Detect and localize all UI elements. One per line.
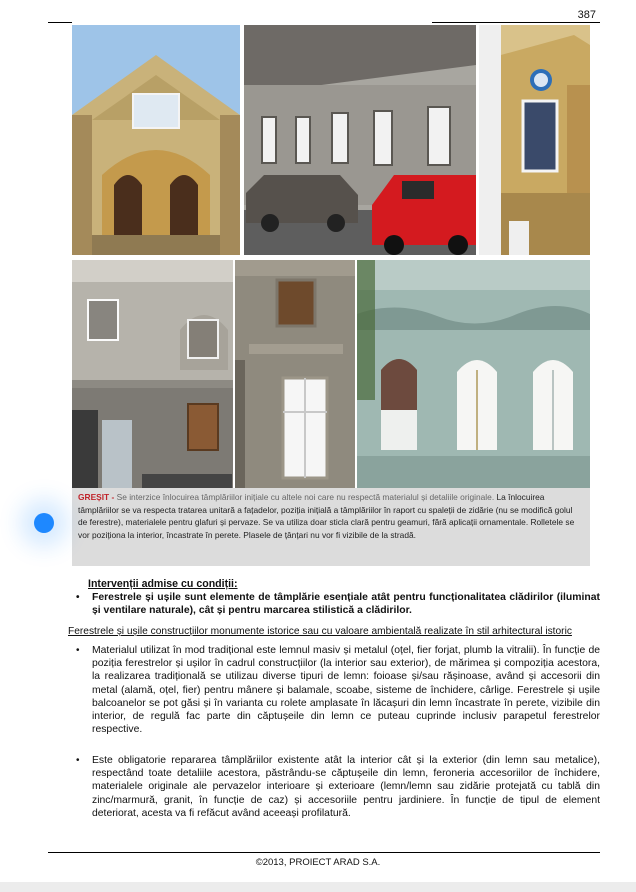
bullet-item: • Este obligatorie repararea tâmplăriilor existente atât la interior cât și la exterior (din lemn sau metalice), respectând toate detaliile acestora, păstrându-se căptușeile din lemn, feroneria accesoriilor de închidere, materialele originale ale pervazelor interioare și exterioare (lemn/lemn sau zidărie protejată cu tablă din zinc/marmură, granit, în funcție de caz) și accesoriile pentru jardiniere. În funcție de tipul de element deteriorat, acesta va fi refăcut având aceeași profilatură. xyxy=(92,754,600,820)
photo-baroque-facade xyxy=(72,25,240,255)
bullet-item: • Materialul utilizat în mod tradițional este lemnul masiv și metalul (oțel, fier forjat, plumb la vitralii). În funcție de poziția ferestrelor și ușilor în cadrul construcțiilor (la interior sau exterior), de mărimea și compoziția acestora, la realizarea tradițională se utilizau diverse tipuri de lemn: foioase și/sau rășinoase, având și accesorii din metal (alamă, oțel, fier) pentru mânere și balamale, scoabe, sisteme de închidere, cârlige. Ferestrele și ușile balcoanelor se pot găsi și în varianta cu rolete amplasate în lăcașuri din lemn încastrate în perete, vizibile din interior, de regulă fac parte din căptușeile din lemn ce puteau cuprinde inclusiv parapetul ferestrelor respective. xyxy=(92,644,600,736)
floating-blue-dot[interactable] xyxy=(34,513,54,533)
footer-rule xyxy=(48,852,600,853)
warning-caption-details: La înlocuirea tâmplăriilor se va respecta tratarea unitară a fațadelor, poziția inițială a tâmplăriilor în raport cu spaleții de zidărie (nu se modifică golul de ferestre), materialele pentru glafuri și pervaze. Se va utiliza doar sticla clară pentru geamuri, fără aplicații ornamentale. Rolletele se vor poziționa la interior, încastrate în perete. Plasele de țânțari nu vor fi vizibile de la stradă. xyxy=(78,492,575,540)
page-number: 387 xyxy=(577,9,596,21)
photo-corner-bay-window xyxy=(479,25,590,255)
photo-narrow-facade-tall-window xyxy=(235,260,355,488)
section-title: Intervenții admise cu condiții: xyxy=(88,578,238,590)
photo-ornamented-arched-windows xyxy=(357,260,590,488)
photo-street-facade-cars xyxy=(244,25,476,255)
photo-grey-building-facade xyxy=(72,260,233,488)
subsection-title: Ferestrele și ușile construcțiilor monumente istorice sau cu valoare ambientală realizate în stil arhitectural istoric xyxy=(68,626,572,637)
warning-label: GREȘIT - xyxy=(78,492,115,502)
bottom-strip xyxy=(0,882,636,892)
footer-copyright: ©2013, PROIECT ARAD S.A. xyxy=(255,857,381,868)
warning-caption-first-sentence: Se interzice înlocuirea tâmplăriilor inițiale cu altele noi care nu respectă materialul și detaliile originale. xyxy=(114,492,495,502)
header-rule-left xyxy=(48,22,72,23)
bullet-item: • Ferestrele și ușile sunt elemente de tâmplărie esențiale atât pentru funcționalitatea clădirilor (iluminat și ventilare naturale), cât și pentru marcarea stilistică a clădirilor. xyxy=(92,591,600,617)
warning-caption xyxy=(72,488,590,566)
header-rule-right xyxy=(432,22,600,23)
